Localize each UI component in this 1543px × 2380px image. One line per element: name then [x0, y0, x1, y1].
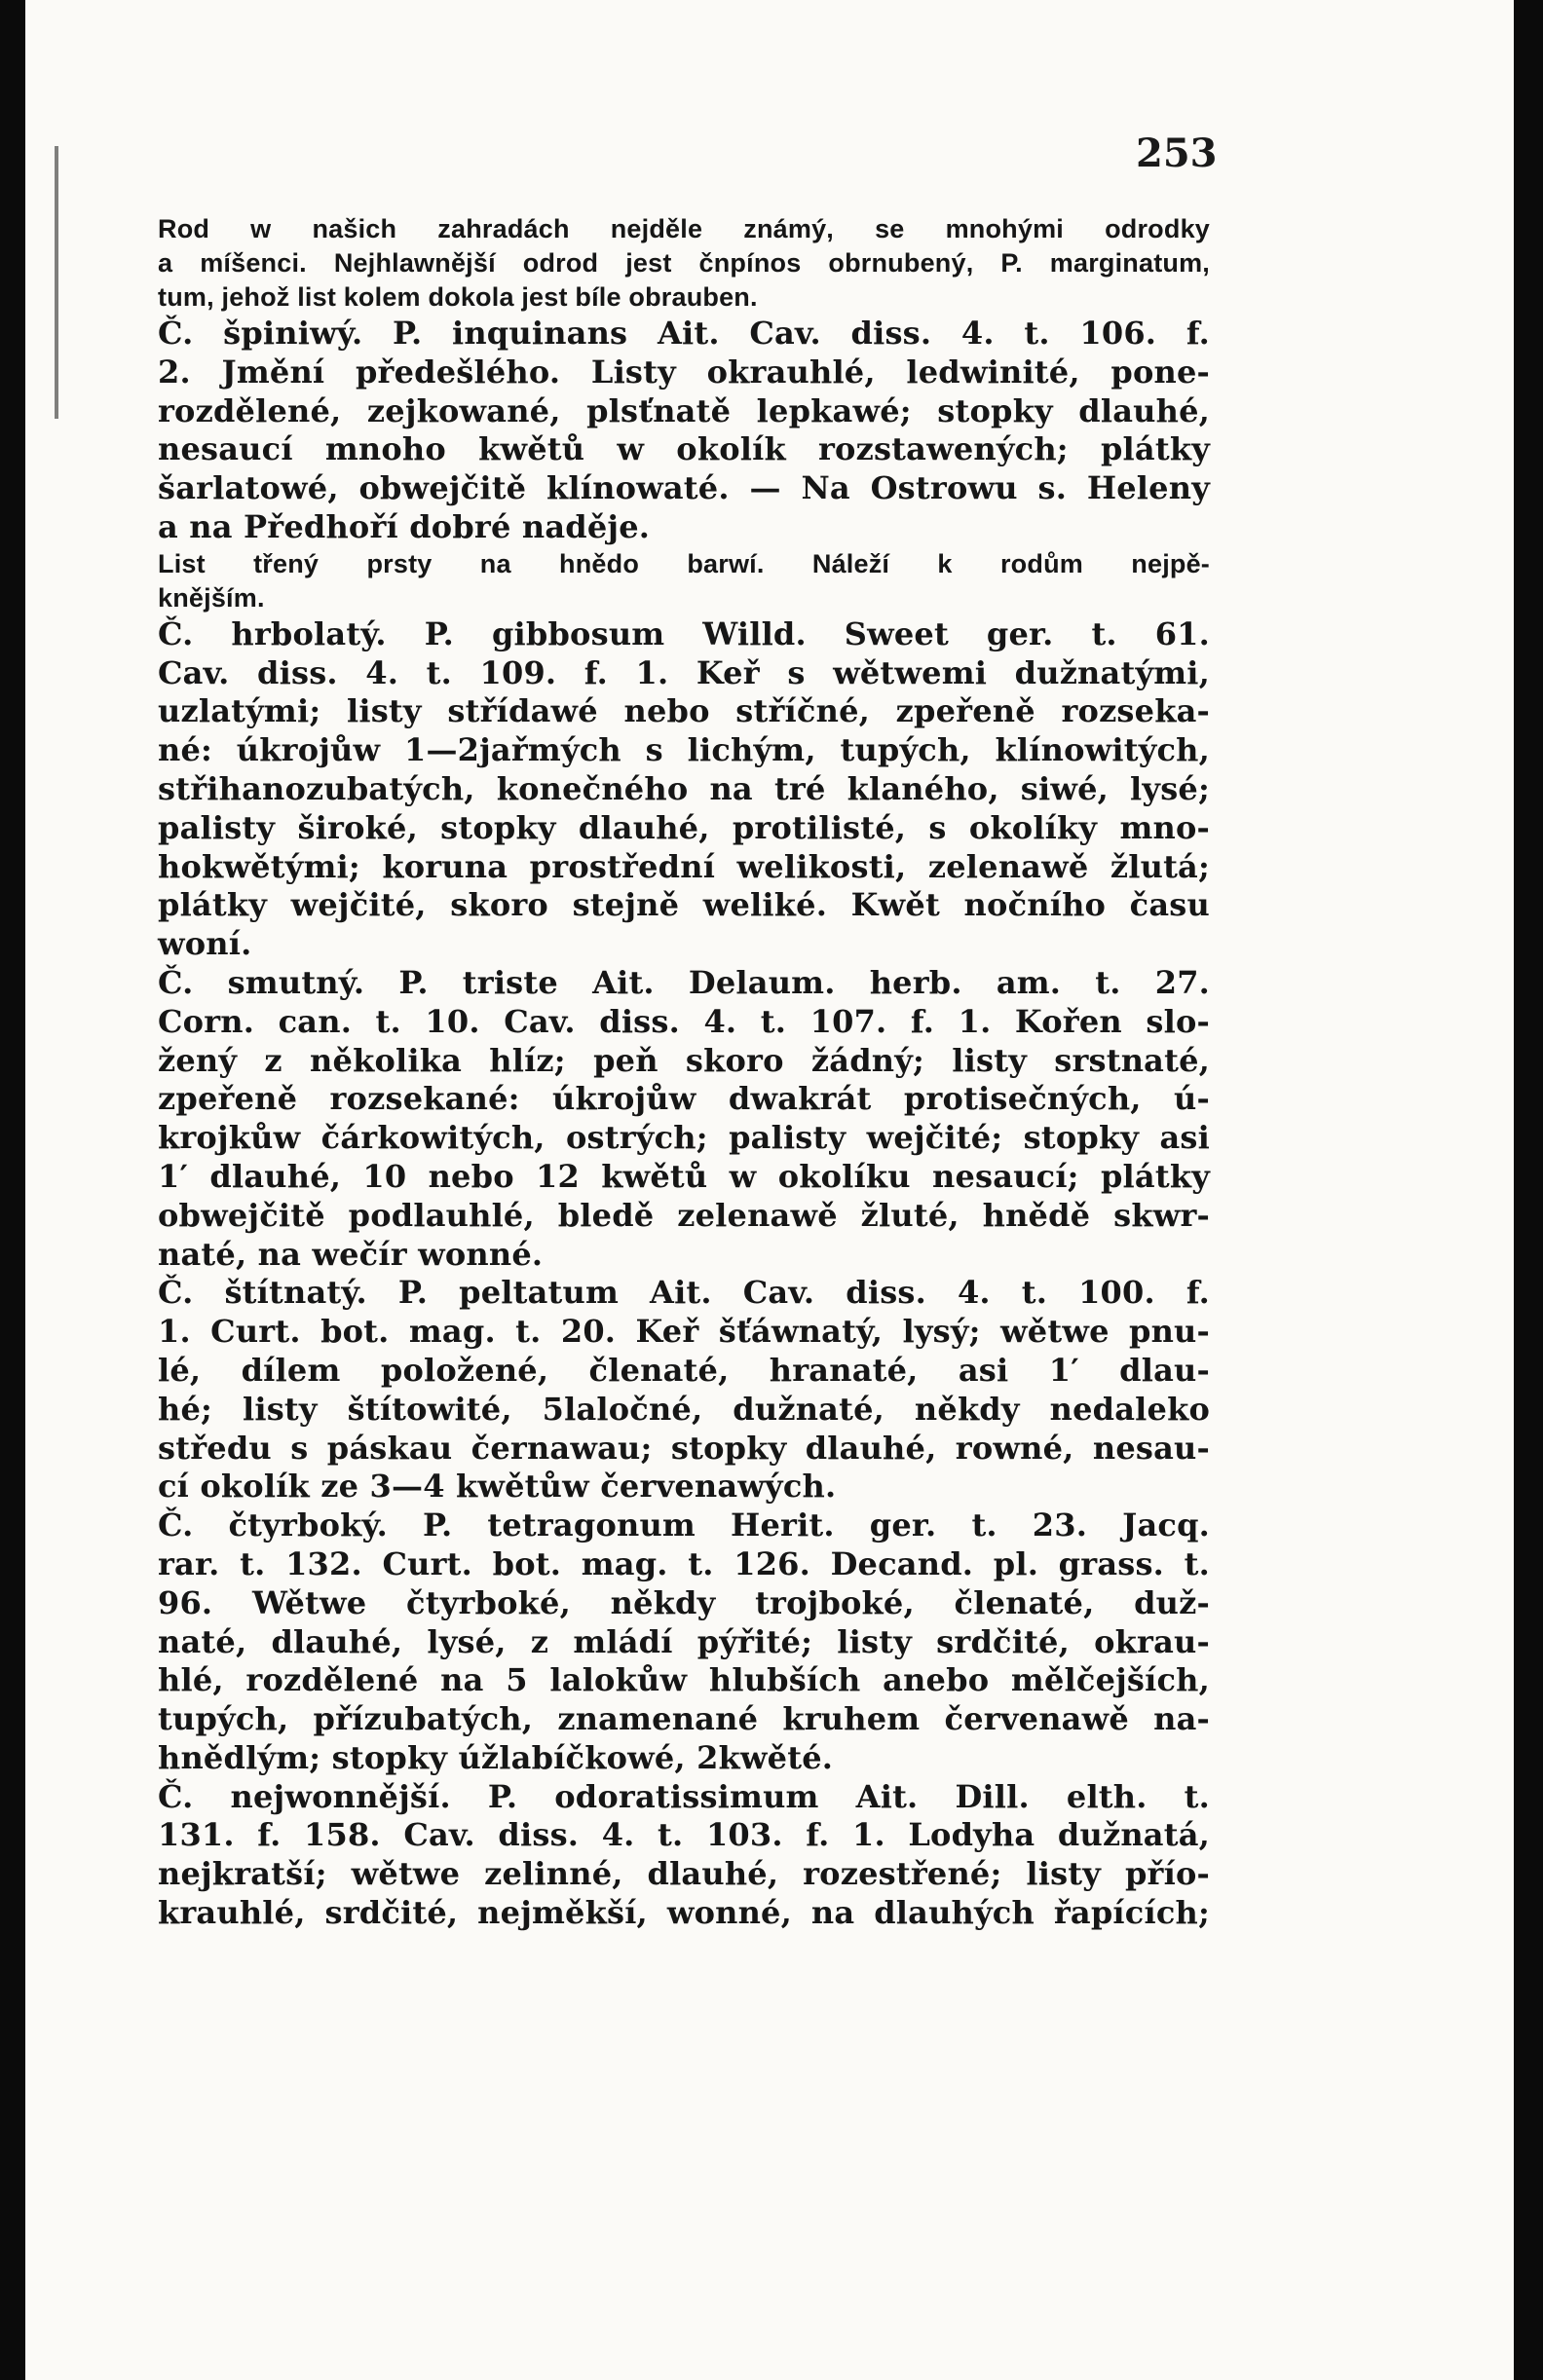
text-line: 131. f. 158. Cav. diss. 4. t. 103. f. 1. Lodyha dužnatá, [158, 1816, 1210, 1854]
text-line: nejkratší; wětwe zelinné, dlauhé, rozestřené; listy přío- [158, 1855, 1210, 1893]
text-line: nesaucí mnoho kwětů w okolík rozstawených; plátky [158, 430, 1210, 468]
text-line: hlé, rozdělené na 5 lalokůw hlubších anebo mělčejších, [158, 1661, 1210, 1699]
text-line: krauhlé, srdčité, nejměkší, wonné, na dlauhých řapících; [158, 1894, 1210, 1932]
text-line: Č. hrbolatý. P. gibbosum Willd. Sweet ger. t. 61. [158, 614, 1210, 652]
text-line: Č. štítnatý. P. peltatum Ait. Cav. diss. 4. t. 100. f. [158, 1274, 1210, 1312]
text-line: šarlatowé, obwejčitě klínowaté. — Na Ostrowu s. Heleny [158, 469, 1210, 507]
text-line: knějším. [158, 582, 265, 613]
book-page [25, 0, 1514, 2380]
text-line: hé; listy štítowité, 5laločné, dužnaté, někdy nedaleko [158, 1390, 1210, 1428]
text-line: Č. špiniwý. P. inquinans Ait. Cav. diss. 4. t. 106. f. [158, 315, 1210, 352]
text-line: Č. smutný. P. triste Ait. Delaum. herb. am. t. 27. [158, 963, 1210, 1001]
page-text [158, 212, 1210, 1933]
text-line: středu s páskau černawau; stopky dlauhé, rowné, nesau- [158, 1429, 1210, 1467]
text-line: plátky wejčité, skoro stejně weliké. Kwět nočního času [158, 886, 1210, 924]
page-edge-shadow [55, 146, 58, 419]
text-line: rar. t. 132. Curt. bot. mag. t. 126. Decand. pl. grass. t. [158, 1544, 1210, 1582]
text-line: obwejčitě podlauhlé, bledě zelenawě žluté, hnědě skwr- [158, 1196, 1210, 1234]
text-line: střihanozubatých, konečného na tré klaného, siwé, lysé; [158, 769, 1210, 807]
text-line: naté, dlauhé, lysé, z mládí pýřité; listy srdčité, okrau- [158, 1622, 1210, 1660]
text-line: Č. nejwonnější. P. odoratissimum Ait. Dill. elth. t. [158, 1777, 1210, 1815]
text-line: List třený prsty na hnědo barwí. Náleží k rodům nejpě- [158, 548, 1210, 578]
text-line: hnědlým; stopky úžlabíčkowé, 2kwěté. [158, 1738, 834, 1776]
text-line: cí okolík ze 3—4 kwětůw červenawých. [158, 1468, 837, 1506]
text-line: woní. [158, 925, 252, 963]
text-line: uzlatými; listy střídawé nebo stříčné, zpeřeně rozseka- [158, 692, 1210, 730]
text-line: 1′ dlauhé, 10 nebo 12 kwětů w okolíku nesaucí; plátky [158, 1157, 1210, 1195]
text-line: Č. čtyrboký. P. tetragonum Herit. ger. t. 23. Jacq. [158, 1506, 1210, 1544]
text-line: né: úkrojůw 1—2jařmých s lichým, tupých, klínowitých, [158, 731, 1210, 769]
text-line: krojkůw čárkowitých, ostrých; palisty wejčité; stopky asi [158, 1119, 1210, 1157]
text-line: žený z několika hlíz; peň skoro žádný; listy srstnaté, [158, 1041, 1210, 1079]
text-line: rozdělené, zejkowané, plsťnatě lepkawé; stopky dlauhé, [158, 391, 1210, 429]
text-line: Rod w našich zahradách nejděle známý, se mnohými odrodky [158, 214, 1210, 243]
text-line: a na Předhoří dobré naděje. [158, 507, 651, 545]
text-line: zpeřeně rozsekané: úkrojůw dwakrát protisečných, ú- [158, 1080, 1210, 1118]
text-line: palisty široké, stopky dlauhé, protilisté, s okolíky mno- [158, 808, 1210, 846]
text-line: 1. Curt. bot. mag. t. 20. Keř šťáwnatý, lysý; wětwe pnu- [158, 1313, 1210, 1351]
text-line: hokwětými; koruna prostřední welikosti, zelenawě žlutá; [158, 847, 1210, 885]
text-line: lé, dílem položené, členaté, hranaté, asi 1′ dlau- [158, 1351, 1210, 1389]
text-line: 96. Wětwe čtyrboké, někdy trojboké, členaté, duž- [158, 1583, 1210, 1621]
text-line: tupých, přízubatých, znamenané kruhem červenawě na- [158, 1700, 1210, 1738]
page-number: 253 [1136, 130, 1218, 176]
text-line: a míšenci. Nejhlawnější odrod jest čnpínos obrnubený, P. marginatum, [158, 248, 1210, 278]
text-line: 2. Jmění předešlého. Listy okrauhlé, ledwinité, pone- [158, 353, 1210, 390]
text-line: tum, jehož list kolem dokola jest bíle obrauben. [158, 282, 758, 312]
text-line: Corn. can. t. 10. Cav. diss. 4. t. 107. f. 1. Kořen slo- [158, 1002, 1210, 1040]
text-line: naté, na wečír wonné. [158, 1235, 544, 1273]
text-line: Cav. diss. 4. t. 109. f. 1. Keř s wětwemi dužnatými, [158, 653, 1210, 691]
